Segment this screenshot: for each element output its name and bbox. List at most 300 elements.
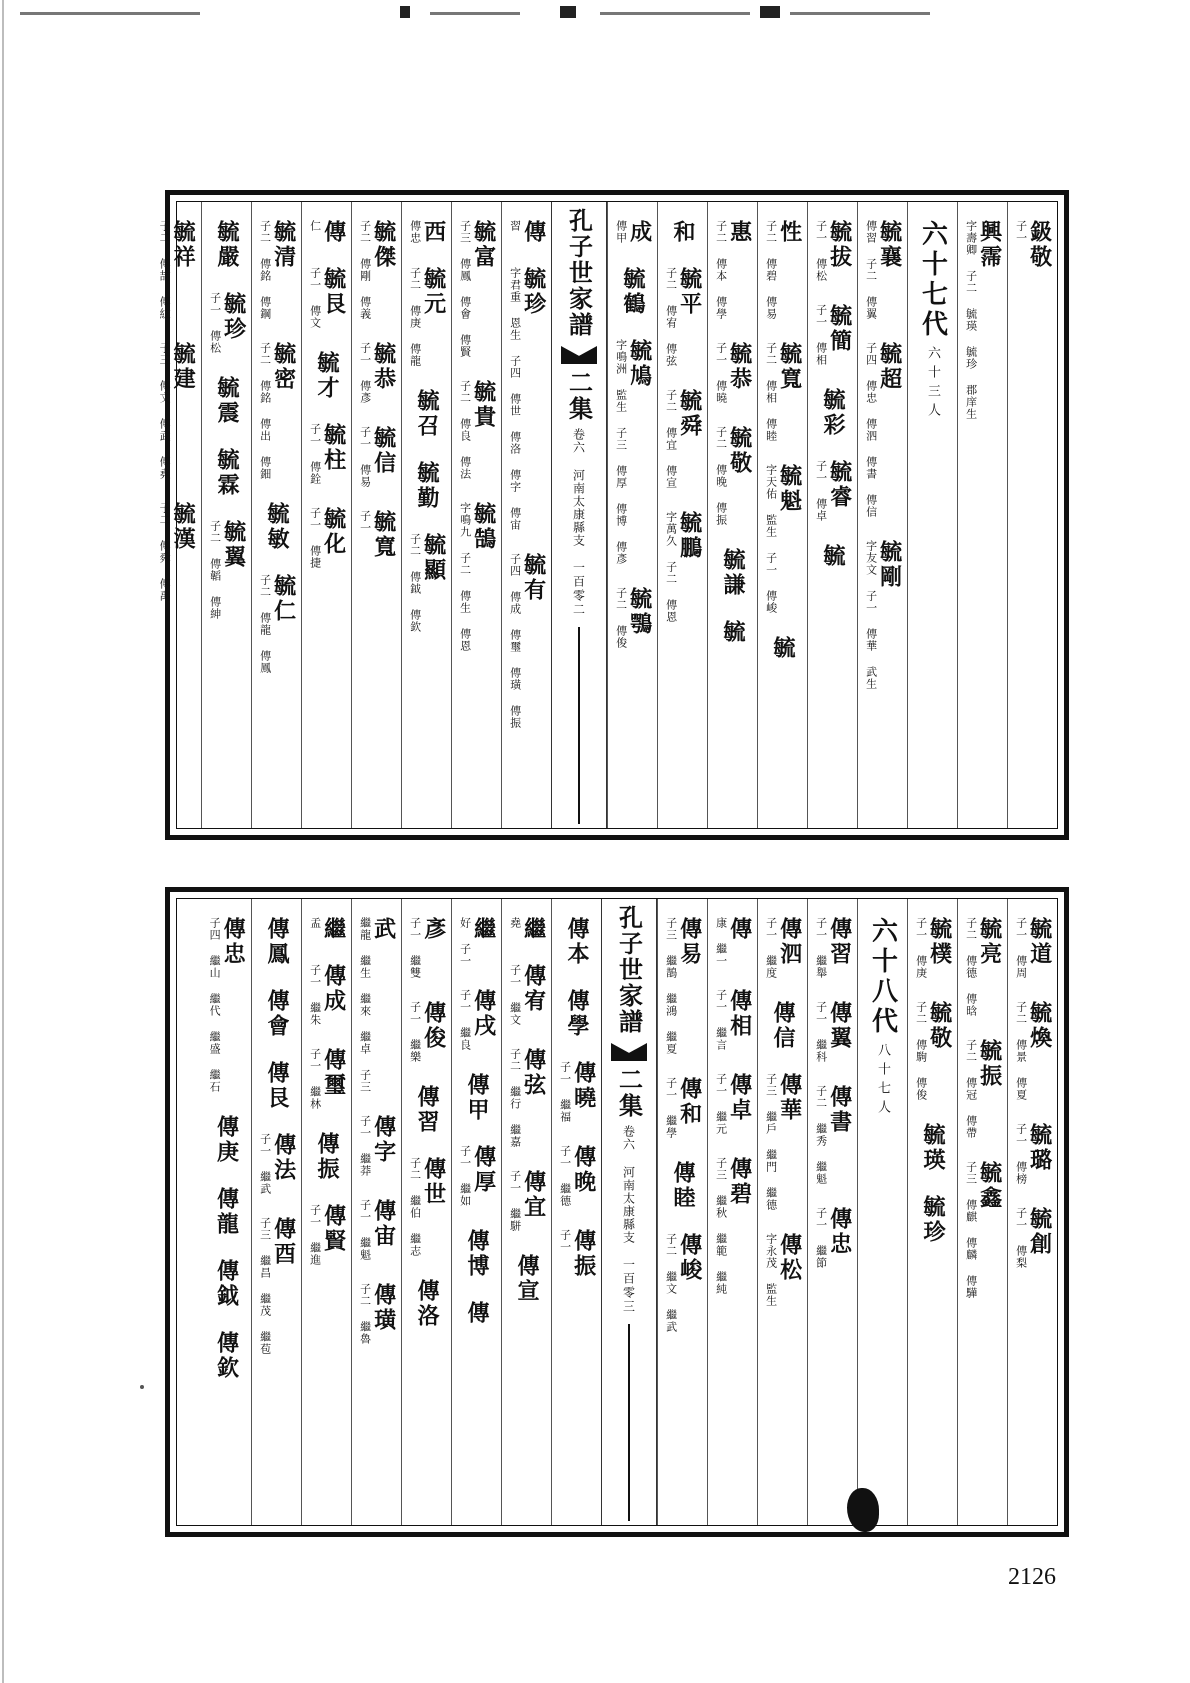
person-entry xyxy=(265,917,288,967)
person-name: 傳 xyxy=(726,917,753,942)
person-name: 毓 xyxy=(820,544,846,569)
person-note: 子一 繼莽 xyxy=(358,1115,372,1177)
register-column xyxy=(607,202,657,828)
person-name: 傳碧 xyxy=(726,1157,753,1207)
person-name: 毓漢 xyxy=(170,502,197,552)
person-note: 康 繼一 xyxy=(714,917,728,967)
person-entry xyxy=(515,1254,538,1304)
person-entry xyxy=(714,342,753,404)
person-name: 傳戌 xyxy=(470,989,497,1039)
person-entry xyxy=(764,342,803,442)
person-name: 傳本 xyxy=(564,917,590,967)
person-entry xyxy=(864,540,903,690)
register-column xyxy=(957,899,1007,1525)
person-note: 子二 繼秀 繼魁 xyxy=(814,1085,828,1185)
person-name: 毓樸 xyxy=(926,917,953,967)
person-entry xyxy=(465,1073,488,1123)
fishtail-mark xyxy=(561,346,597,364)
scan-speck xyxy=(140,1385,144,1389)
person-entry xyxy=(508,553,547,729)
person-entry xyxy=(415,1085,438,1135)
generation-column xyxy=(857,899,907,1525)
person-name: 成 xyxy=(626,220,653,245)
person-name: 毓亮 xyxy=(976,917,1003,967)
person-entry xyxy=(771,636,794,661)
person-name: 性 xyxy=(776,220,803,245)
person-entry xyxy=(1014,1207,1053,1269)
person-entry xyxy=(158,502,197,602)
register-column xyxy=(201,202,251,828)
person-name: 毓密 xyxy=(270,342,297,392)
register-column xyxy=(251,899,301,1525)
person-note: 子一 傳曉 xyxy=(714,342,728,404)
person-note: 子二 繼魯 xyxy=(358,1283,372,1345)
person-name: 傳會 xyxy=(264,989,290,1039)
person-name: 毓 xyxy=(720,620,746,645)
gutter-rule xyxy=(578,627,580,824)
person-entry xyxy=(465,1301,488,1326)
person-note: 子一 傳榜 xyxy=(1014,1123,1028,1185)
person-entry xyxy=(921,1195,944,1245)
person-note: 子一 傳文 xyxy=(308,267,322,329)
person-name: 毓璐 xyxy=(1026,1123,1053,1173)
person-note: 子一 xyxy=(558,1229,572,1253)
person-name: 毓化 xyxy=(320,507,347,557)
collection-label: 二集 xyxy=(564,370,594,422)
register-column xyxy=(401,202,451,828)
person-name: 傳振 xyxy=(314,1132,340,1182)
person-name: 傳鉞 xyxy=(213,1259,240,1309)
person-entry xyxy=(158,220,197,320)
person-name: 傳和 xyxy=(676,1077,703,1127)
person-entry xyxy=(864,220,903,320)
person-entry xyxy=(208,292,247,354)
person-name: 毓珍 xyxy=(920,1195,946,1245)
person-entry xyxy=(664,511,703,623)
person-name: 傳宜 xyxy=(520,1170,547,1220)
person-name: 毓貴 xyxy=(470,380,497,430)
person-note: 子一 繼朱 xyxy=(308,964,322,1026)
person-note: 子二 傳俊 xyxy=(614,587,628,649)
person-name: 毓睿 xyxy=(826,460,853,510)
person-note: 字萬久 子二 傳恩 xyxy=(664,511,678,623)
person-note: 子二 傳銘 傳鋼 xyxy=(258,220,272,320)
person-entry xyxy=(258,1133,297,1195)
register-column xyxy=(657,202,707,828)
person-name: 毓元 xyxy=(420,267,447,317)
person-name: 傳卓 xyxy=(726,1073,753,1123)
person-entry xyxy=(358,1283,397,1345)
person-name: 毓舜 xyxy=(676,389,703,439)
person-name: 毓霖 xyxy=(214,448,240,498)
person-name: 毓勤 xyxy=(414,461,440,511)
person-note: 子二 傳相 傳睦 xyxy=(764,342,778,442)
person-entry xyxy=(671,1161,694,1211)
top-scan-marks xyxy=(0,0,1190,22)
person-note: 子一 繼林 xyxy=(308,1048,322,1110)
volume-label: 卷六 河南太康縣支 xyxy=(571,428,586,547)
person-note: 子三 繼戶 繼門 繼德 xyxy=(764,1073,778,1211)
person-entry xyxy=(458,1145,497,1207)
person-name: 傳易 xyxy=(676,917,703,967)
person-name: 傳艮 xyxy=(264,1061,290,1111)
folio-number: 一百零二 xyxy=(571,561,586,617)
person-entry xyxy=(308,220,347,245)
person-name: 毓彩 xyxy=(820,388,846,438)
person-name: 毓拔 xyxy=(826,220,853,270)
person-entry xyxy=(508,1048,547,1148)
person-entry xyxy=(308,423,347,485)
register-column xyxy=(807,202,857,828)
person-note: 子二 傳銘 傳出 傳鈿 xyxy=(258,342,272,480)
person-name: 傳 xyxy=(320,220,347,245)
person-note: 孟 xyxy=(308,917,322,929)
person-entry xyxy=(764,917,803,979)
person-name: 繼 xyxy=(520,917,547,942)
person-note: 子一 xyxy=(358,510,372,534)
register-column xyxy=(807,899,857,1525)
person-entry xyxy=(308,267,347,329)
person-name: 傳法 xyxy=(270,1133,297,1183)
person-note: 繼龍 繼生 繼來 繼卓 子三 xyxy=(358,917,372,1093)
person-name: 毓剛 xyxy=(876,540,903,590)
scan-mark xyxy=(790,12,930,15)
person-note: 子二 傳龍 傳鳳 xyxy=(258,574,272,674)
person-entry xyxy=(358,917,397,1093)
collection-label: 二集 xyxy=(614,1067,644,1119)
person-name: 毓艮 xyxy=(320,267,347,317)
person-name: 傳習 xyxy=(826,917,853,967)
person-name: 毓召 xyxy=(414,389,440,439)
person-note: 子一 繼魁 xyxy=(358,1199,372,1261)
person-name: 毓鶴 xyxy=(620,267,646,317)
scan-mark xyxy=(430,12,520,15)
person-note: 子一 繼雙 xyxy=(408,917,422,979)
person-note: 仁 xyxy=(308,220,322,232)
person-note: 子二 傳喆 傳紋 xyxy=(158,220,172,320)
person-name: 毓瑛 xyxy=(920,1123,946,1173)
person-note: 子二 傳晚 傳振 xyxy=(714,426,728,526)
person-entry xyxy=(308,1048,347,1110)
person-note: 子二 傳冠 傳帶 xyxy=(964,1039,978,1139)
person-entry xyxy=(265,989,288,1039)
person-entry xyxy=(215,1331,238,1381)
person-entry xyxy=(614,339,653,565)
person-note: 字鳴九 子二 傳生 傳恩 xyxy=(458,502,472,652)
person-note: 子一 繼節 xyxy=(814,1207,828,1269)
person-entry xyxy=(964,1039,1003,1139)
person-name: 毓簡 xyxy=(826,304,853,354)
person-note: 習 xyxy=(508,220,522,232)
person-note: 子二 傳駒 傳俊 xyxy=(914,1001,928,1101)
person-entry xyxy=(558,1061,597,1123)
person-entry xyxy=(258,220,297,320)
person-name: 傳厚 xyxy=(470,1145,497,1195)
person-entry xyxy=(458,220,497,358)
person-entry xyxy=(914,917,953,979)
person-entry xyxy=(308,1204,347,1266)
person-note: 子二 繼伯 繼志 xyxy=(408,1157,422,1257)
person-entry xyxy=(308,917,347,942)
person-name: 毓煥 xyxy=(1026,1001,1053,1051)
person-entry xyxy=(458,380,497,480)
person-entry xyxy=(408,220,447,245)
register-column xyxy=(301,899,351,1525)
person-name: 傳欽 xyxy=(213,1331,240,1381)
person-name: 毓珍 xyxy=(220,292,247,342)
person-entry xyxy=(208,520,247,620)
person-name: 傳忠 xyxy=(220,917,247,967)
person-note: 子一 繼樂 xyxy=(408,1001,422,1063)
person-note: 子二 傳宜 傳宣 xyxy=(664,389,678,489)
register-column xyxy=(757,899,807,1525)
person-note: 子一 繼德 xyxy=(558,1145,572,1207)
person-note: 子一 繼武 xyxy=(258,1133,272,1195)
register-column xyxy=(451,202,501,828)
person-name: 毓清 xyxy=(270,220,297,270)
person-entry xyxy=(508,917,547,942)
person-name: 毓仁 xyxy=(270,574,297,624)
person-entry xyxy=(458,917,497,967)
register-column xyxy=(201,899,251,1525)
person-note: 子一 繼如 xyxy=(458,1145,472,1207)
person-entry xyxy=(664,1077,703,1139)
person-note: 好 子一 xyxy=(458,917,472,967)
person-name: 傳字 xyxy=(370,1115,397,1165)
person-name: 毓鳩 xyxy=(626,339,653,389)
person-name: 傳信 xyxy=(770,1001,796,1051)
person-name: 毓有 xyxy=(520,553,547,603)
person-entry xyxy=(358,1115,397,1177)
person-name: 毓敏 xyxy=(264,502,290,552)
person-entry xyxy=(814,1207,853,1269)
person-entry xyxy=(408,267,447,367)
person-entry xyxy=(764,220,803,320)
register-column xyxy=(1007,202,1057,828)
person-name: 毓鵬 xyxy=(676,511,703,561)
person-entry xyxy=(458,502,497,652)
person-note: 子三 繼昌 繼茂 繼苞 xyxy=(258,1217,272,1355)
person-entry xyxy=(208,917,247,1093)
person-note: 子一 繼度 xyxy=(764,917,778,979)
person-name: 毓信 xyxy=(370,426,397,476)
person-entry xyxy=(714,989,753,1051)
person-name: 毓祥 xyxy=(170,220,197,270)
book-title: 孔子世家譜 xyxy=(614,905,644,1035)
person-entry xyxy=(408,917,447,979)
person-entry xyxy=(308,964,347,1026)
person-name: 傳學 xyxy=(564,989,590,1039)
person-note: 子一 繼福 xyxy=(558,1061,572,1123)
folio-number: 一百零三 xyxy=(621,1258,636,1314)
fishtail-mark xyxy=(611,1043,647,1061)
register-column xyxy=(151,202,201,828)
person-note: 子一 傳彥 xyxy=(358,342,372,404)
person-entry xyxy=(621,267,644,317)
person-note: 子二 傳剛 傳義 xyxy=(358,220,372,320)
person-name: 傳宥 xyxy=(520,964,547,1014)
person-entry xyxy=(558,1229,597,1279)
person-entry xyxy=(358,342,397,404)
person-note: 子二 傳本 傳學 xyxy=(714,220,728,320)
person-name: 傳 xyxy=(520,220,547,245)
person-note: 子二 傳宥 傳弦 xyxy=(664,267,678,367)
person-name: 和 xyxy=(670,220,696,245)
person-name: 傳俊 xyxy=(420,1001,447,1051)
person-note: 子一 繼良 xyxy=(458,989,472,1051)
person-entry xyxy=(864,342,903,518)
register-column xyxy=(657,899,707,1525)
person-note: 子三 傳文 傳武 傳堯 xyxy=(158,342,172,480)
person-note: 字鳴洲 監生 子三 傳厚 傳博 傳彥 xyxy=(614,339,628,565)
person-entry xyxy=(721,548,744,598)
center-gutter xyxy=(551,202,607,828)
person-note: 子一 繼言 xyxy=(714,989,728,1051)
person-name: 武 xyxy=(370,917,397,942)
person-note: 子一 傳易 xyxy=(358,426,372,488)
scan-mark xyxy=(760,6,780,18)
person-note: 子二 繼文 繼武 xyxy=(664,1233,678,1333)
person-note: 子一 傳銓 xyxy=(308,423,322,485)
person-note: 字天佑 監生 子一 傳峻 xyxy=(764,464,778,614)
register-column xyxy=(757,202,807,828)
page-number: 2126 xyxy=(1008,1564,1056,1590)
genealogy-panel-bottom xyxy=(165,887,1069,1537)
person-note: 子一 繼科 xyxy=(814,1001,828,1063)
register-column xyxy=(707,202,757,828)
person-entry xyxy=(964,1161,1003,1299)
register-column xyxy=(251,202,301,828)
person-entry xyxy=(458,989,497,1051)
person-entry xyxy=(158,342,197,480)
person-entry xyxy=(415,389,438,439)
person-entry xyxy=(215,1187,238,1237)
person-name: 傳 xyxy=(464,1301,490,1326)
register-column xyxy=(351,202,401,828)
person-name: 傳鳳 xyxy=(264,917,290,967)
person-entry xyxy=(508,1170,547,1232)
person-entry xyxy=(358,1199,397,1261)
person-note: 子一 傳捷 xyxy=(308,507,322,569)
person-entry xyxy=(565,917,588,967)
person-entry xyxy=(265,502,288,552)
person-name: 毓超 xyxy=(876,342,903,392)
scan-mark xyxy=(400,6,410,18)
person-entry xyxy=(1014,1001,1053,1101)
person-entry xyxy=(258,342,297,480)
person-name: 傳振 xyxy=(570,1229,597,1279)
person-entry xyxy=(921,1123,944,1173)
person-name: 毓道 xyxy=(1026,917,1053,967)
scan-mark xyxy=(560,6,576,18)
person-entry xyxy=(614,587,653,649)
person-note: 子一 繼舉 xyxy=(814,917,828,979)
person-note: 字壽卿 子二 毓瑛 毓珍 郡庠生 xyxy=(964,220,978,420)
person-name: 毓敬 xyxy=(726,426,753,476)
generation-count: 八十七人 xyxy=(875,1043,890,1119)
person-note: 傳習 子二 傳翼 xyxy=(864,220,878,320)
person-name: 傳松 xyxy=(776,1233,803,1283)
person-name: 毓寬 xyxy=(776,342,803,392)
person-entry xyxy=(764,1073,803,1211)
person-entry xyxy=(714,426,753,526)
person-note: 字永茂 監生 xyxy=(764,1233,778,1307)
person-entry xyxy=(764,1233,803,1307)
person-entry xyxy=(914,1001,953,1101)
person-entry xyxy=(714,1073,753,1135)
person-entry xyxy=(814,460,853,522)
person-entry xyxy=(1014,1123,1053,1185)
person-entry xyxy=(215,448,238,498)
person-name: 傳博 xyxy=(464,1229,490,1279)
generation-label: 六十八代 xyxy=(867,917,898,1037)
person-entry xyxy=(714,220,753,320)
person-note: 堯 xyxy=(508,917,522,929)
person-entry xyxy=(315,351,338,401)
person-entry xyxy=(465,1229,488,1279)
panel-columns xyxy=(176,898,1058,1526)
person-note: 子三 傳麒 傳麟 傳驊 xyxy=(964,1161,978,1299)
person-name: 傳龍 xyxy=(213,1187,240,1237)
register-column xyxy=(907,899,957,1525)
center-gutter xyxy=(601,899,657,1525)
person-name: 毓平 xyxy=(676,267,703,317)
generation-label: 六十七代 xyxy=(917,220,948,340)
person-name: 毓鶚 xyxy=(626,587,653,637)
person-name: 毓才 xyxy=(314,351,340,401)
person-name: 毓振 xyxy=(976,1039,1003,1089)
person-entry xyxy=(614,220,653,245)
person-note: 子一 傳周 xyxy=(1014,917,1028,979)
person-name: 傳睦 xyxy=(670,1161,696,1211)
person-name: 傳世 xyxy=(420,1157,447,1207)
person-name: 傳宣 xyxy=(514,1254,540,1304)
person-entry xyxy=(964,917,1003,1017)
person-name: 鈒敬 xyxy=(1026,220,1053,270)
person-name: 毓創 xyxy=(1026,1207,1053,1257)
register-column xyxy=(501,202,551,828)
person-entry xyxy=(508,220,547,245)
person-name: 毓嚴 xyxy=(214,220,240,270)
person-note: 子四 傳忠 傳泗 傳書 傳信 xyxy=(864,342,878,518)
person-name: 傳相 xyxy=(726,989,753,1039)
register-column xyxy=(551,899,601,1525)
person-name: 傳翼 xyxy=(826,1001,853,1051)
person-name: 傳璽 xyxy=(320,1048,347,1098)
scan-mark xyxy=(20,12,200,15)
person-entry xyxy=(814,304,853,366)
person-entry xyxy=(315,1132,338,1182)
person-entry xyxy=(664,389,703,489)
person-note: 子一 繼進 xyxy=(308,1204,322,1266)
genealogy-panel-top xyxy=(158,190,1069,840)
person-name: 毓顯 xyxy=(420,533,447,583)
person-entry xyxy=(508,267,547,531)
person-entry xyxy=(1014,220,1053,270)
person-name: 毓翼 xyxy=(220,520,247,570)
register-column xyxy=(501,899,551,1525)
person-entry xyxy=(215,1259,238,1309)
register-column xyxy=(301,202,351,828)
register-column xyxy=(401,899,451,1525)
person-name: 毓魁 xyxy=(776,464,803,514)
person-entry xyxy=(565,989,588,1039)
gutter-rule xyxy=(628,1324,630,1521)
person-note: 子一 傳庚 xyxy=(914,917,928,979)
person-name: 毓謙 xyxy=(720,548,746,598)
person-note: 子一 傳梨 xyxy=(1014,1207,1028,1269)
person-entry xyxy=(1014,917,1053,979)
